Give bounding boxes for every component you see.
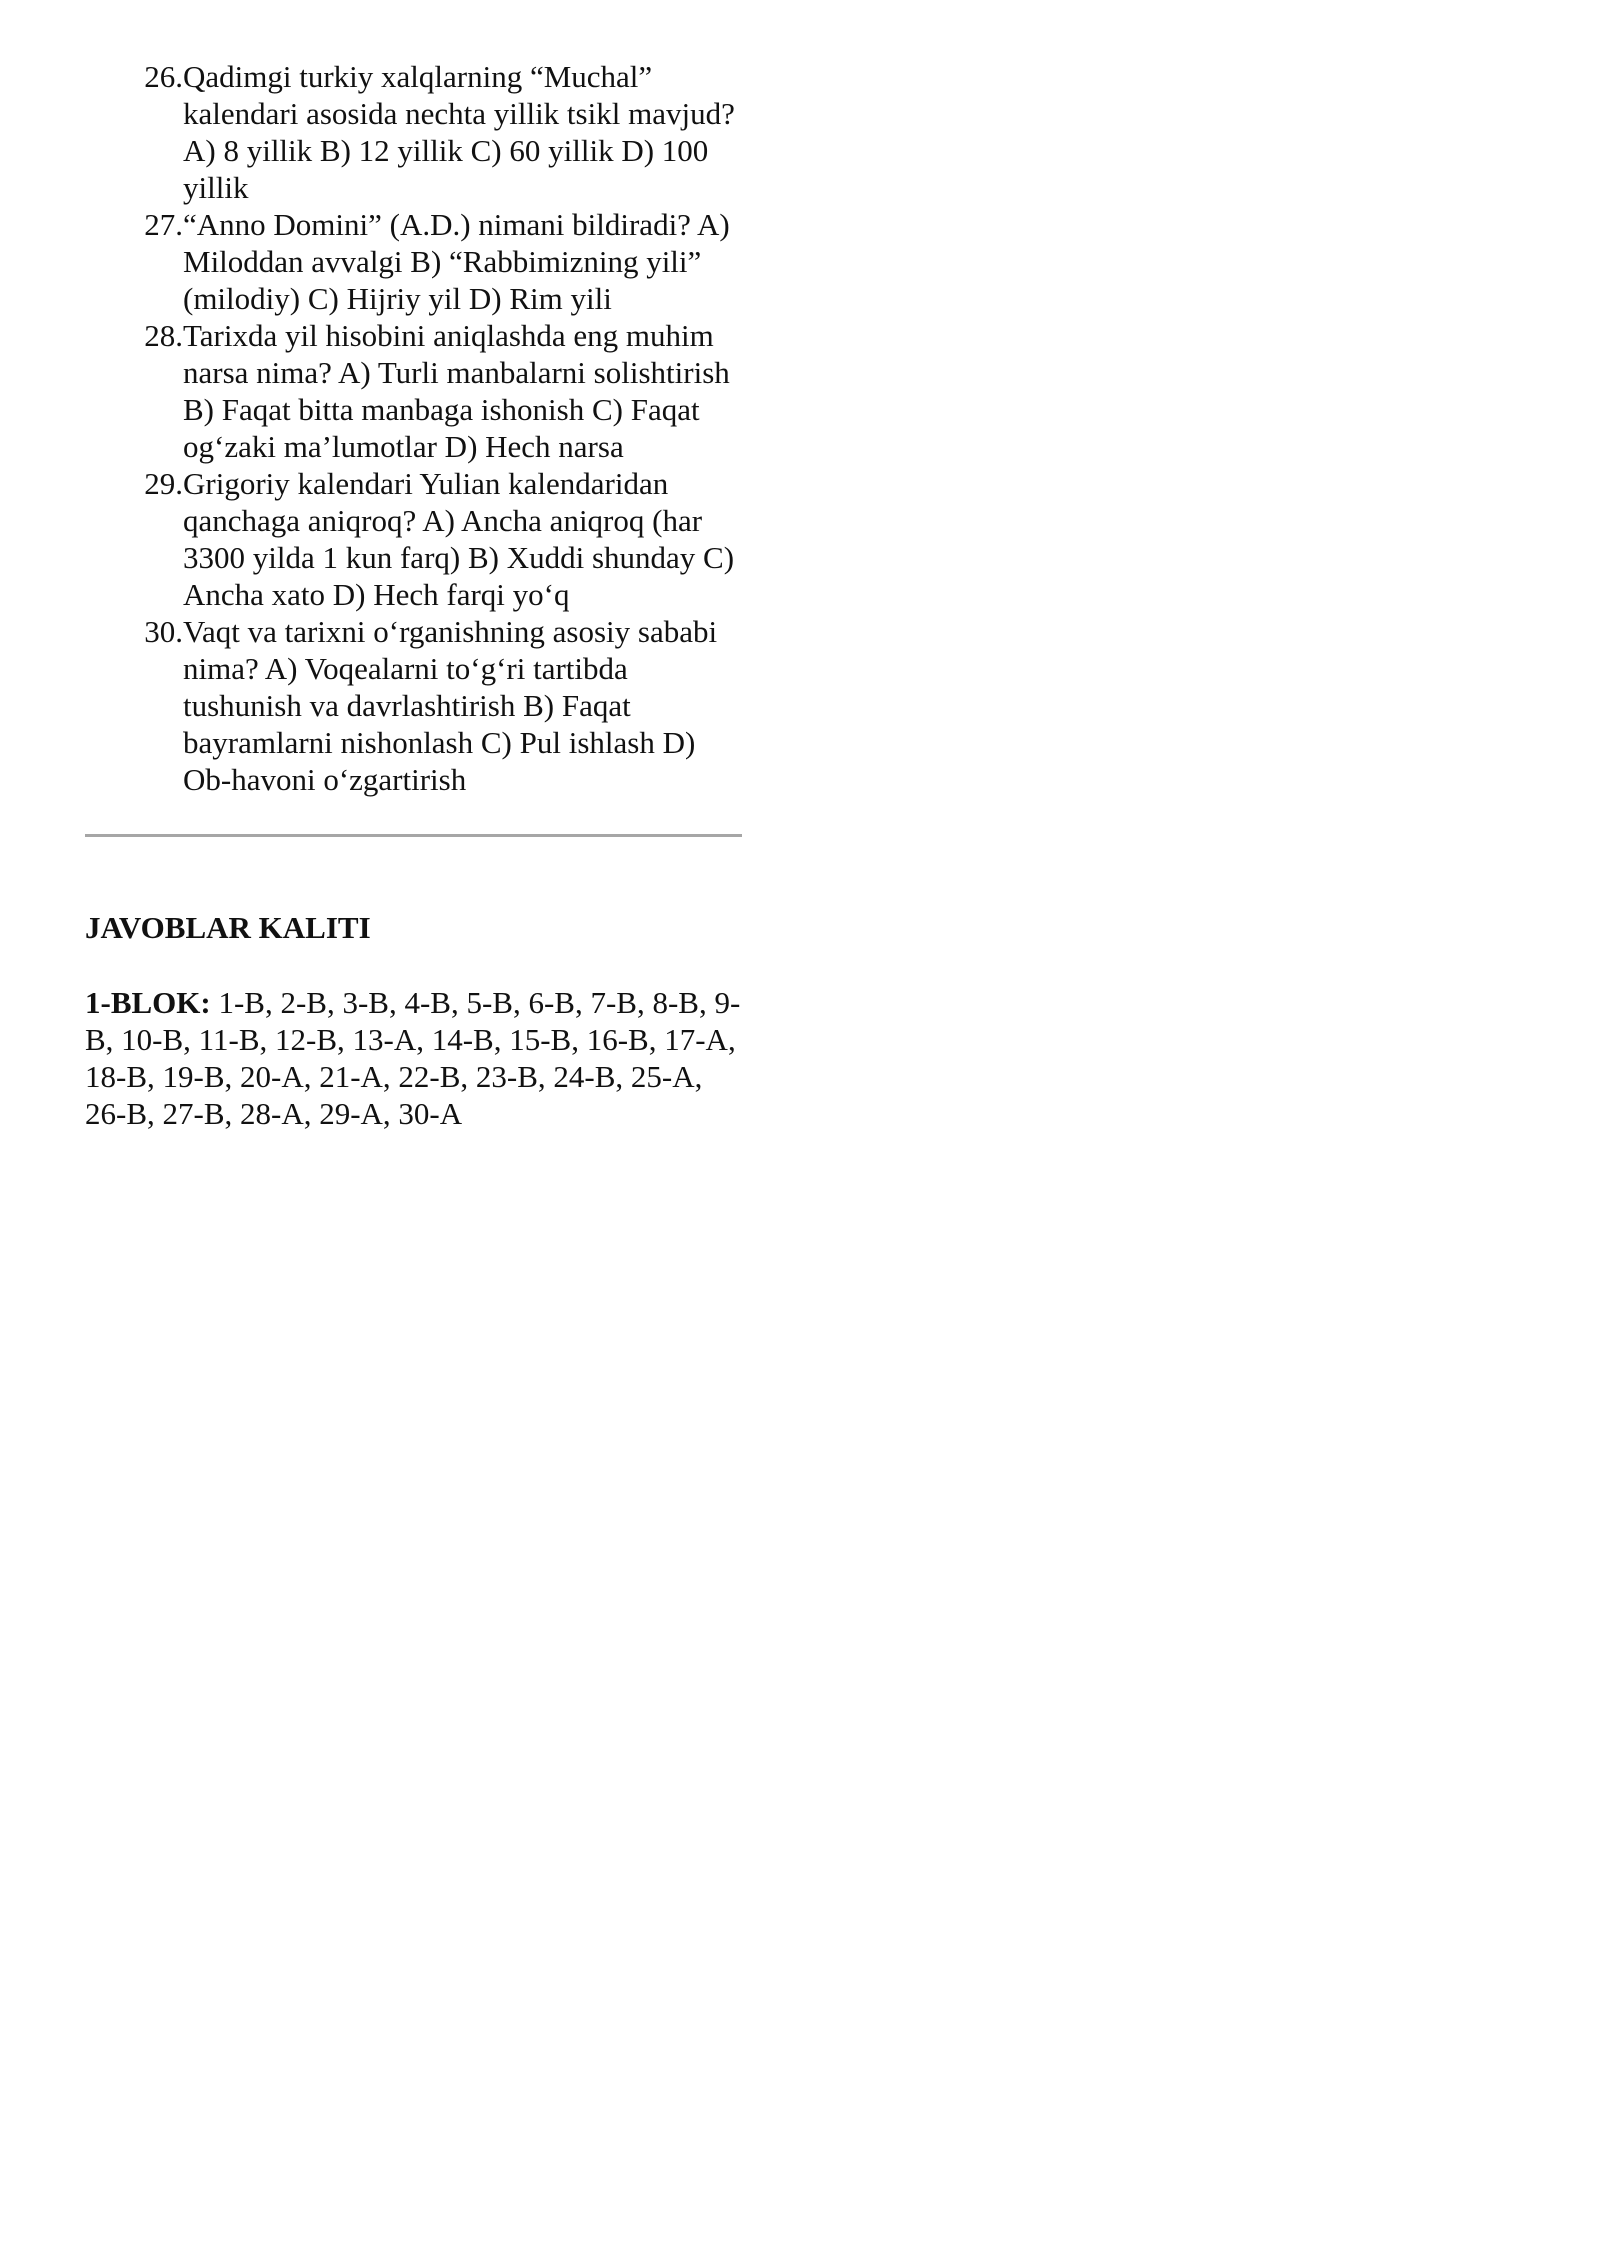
answer-key-block — [85, 984, 742, 1132]
question-number: 26. — [144, 59, 183, 94]
question-number: 28. — [144, 318, 183, 353]
question-number: 30. — [144, 614, 183, 649]
answer-key-label: 1-BLOK: — [85, 985, 211, 1020]
question-text: “Anno Domini” (A.D.) nimani bildiradi? A) Miloddan avvalgi B) “Rabbimizning yili” (milodiy) C) Hijriy yil D) Rim yili — [183, 207, 730, 316]
question-item — [85, 613, 745, 798]
text-column — [85, 58, 745, 1132]
question-number: 29. — [144, 466, 183, 501]
horizontal-divider — [85, 834, 742, 837]
answer-key-text: 1-B, 2-B, 3-B, 4-B, 5-B, 6-B, 7-B, 8-B, 9-B, 10-B, 11-B, 12-B, 13-A, 14-B, 15-B, 16-B, 17-A, 18-B, 19-B, 20-A, 21-A, 22-B, 23-B, 24-B, 25-A, 26-B, 27-B, 28-A, 29-A, 30-A — [85, 985, 741, 1131]
answers-title: JAVOBLAR KALITI — [85, 910, 371, 945]
question-text: Grigoriy kalendari Yulian kalendaridan qanchaga aniqroq? A) Ancha aniqroq (har 3300 yilda 1 kun farq) B) Xuddi shunday C) Ancha xato D) Hech farqi yo‘q — [183, 466, 735, 612]
question-item — [85, 58, 745, 206]
question-list — [85, 58, 745, 798]
question-text: Qadimgi turkiy xalqlarning “Muchal” kalendari asosida nechta yillik tsikl mavjud? A) 8 yillik B) 12 yillik C) 60 yillik D) 100 yillik — [183, 59, 735, 205]
question-number: 27. — [144, 207, 183, 242]
question-item — [85, 465, 745, 613]
question-text: Tarixda yil hisobini aniqlashda eng muhim narsa nima? A) Turli manbalarni solishtirish B) Faqat bitta manbaga ishonish C) Faqat og‘zaki ma’lumotlar D) Hech narsa — [183, 318, 730, 464]
question-item — [85, 206, 745, 317]
question-text: Vaqt va tarixni o‘rganishning asosiy sababi nima? A) Voqealarni to‘g‘ri tartibda tushunish va davrlashtirish B) Faqat bayramlarni nishonlash C) Pul ishlash D) Ob-havoni o‘zgartirish — [183, 614, 718, 797]
question-item — [85, 317, 745, 465]
